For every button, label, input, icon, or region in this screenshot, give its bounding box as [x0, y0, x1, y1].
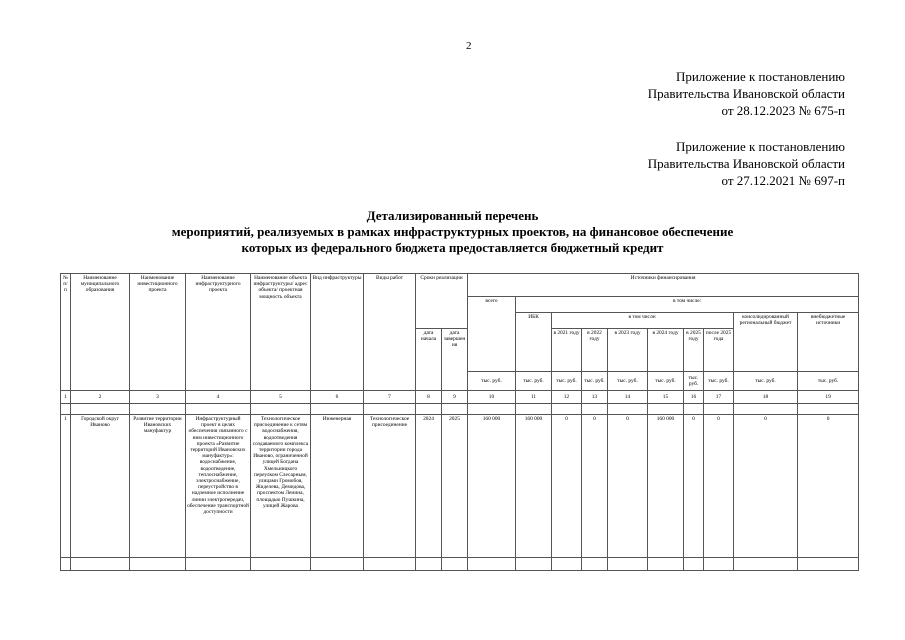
- cell-investment-project: Развитие территории Ивановских мануфактур: [130, 415, 186, 558]
- column-number: 15: [648, 391, 684, 404]
- column-number: 5: [251, 391, 311, 404]
- header-including: в том числе:: [516, 297, 859, 313]
- cell-start: 2024: [416, 415, 442, 558]
- appendix-line: от 27.12.2021 № 697-п: [721, 173, 845, 188]
- column-number: 6: [311, 391, 364, 404]
- unit-after-2025: тыс. руб.: [704, 372, 734, 391]
- unit-2022: тыс. руб.: [582, 372, 608, 391]
- unit-ibk: тыс. руб.: [516, 372, 552, 391]
- column-number: 16: [684, 391, 704, 404]
- header-start: дата начала: [416, 329, 442, 391]
- column-number: 3: [130, 391, 186, 404]
- cell-num: 1: [61, 415, 71, 558]
- cell-2025: 0: [684, 415, 704, 558]
- cell-ibk: 160 000: [516, 415, 552, 558]
- table-row: [61, 415, 859, 558]
- header-infra-type: Вид инфраструктуры: [311, 274, 364, 391]
- header-sources: Источники финансирования: [468, 274, 859, 297]
- unit-total: тыс. руб.: [468, 372, 516, 391]
- column-number: 8: [416, 391, 442, 404]
- header-in-that: в том числе:: [552, 313, 734, 329]
- header-2024: в 2024 году: [648, 329, 684, 372]
- header-2021: в 2021 году: [552, 329, 582, 372]
- header-investment-project: Наименование инвестиционного проекта: [130, 274, 186, 391]
- cell-work-type: Технологическое присоединение: [364, 415, 416, 558]
- header-ibk: ИБК: [516, 313, 552, 372]
- column-number: 9: [442, 391, 468, 404]
- header-terms: Сроки реализации: [416, 274, 468, 329]
- cell-end: 2025: [442, 415, 468, 558]
- column-number: 7: [364, 391, 416, 404]
- header-2025: в 2025 году: [684, 329, 704, 372]
- cell-infra-type: Инженерная: [311, 415, 364, 558]
- header-2022: в 2022 году: [582, 329, 608, 372]
- column-number: 14: [608, 391, 648, 404]
- header-end: дата завершения: [442, 329, 468, 391]
- cell-2022: 0: [582, 415, 608, 558]
- appendix-header-current: [648, 68, 845, 119]
- title-line: мероприятий, реализуемых в рамках инфраструктурных проектов, на финансовое обеспечение: [171, 224, 734, 239]
- appendix-line: от 28.12.2023 № 675-п: [721, 103, 845, 118]
- projects-table: [60, 273, 859, 571]
- unit-2021: тыс. руб.: [552, 372, 582, 391]
- header-work-type: Виды работ: [364, 274, 416, 391]
- title-line: которых из федерального бюджета предоставляется бюджетный кредит: [241, 240, 664, 255]
- column-number: 17: [704, 391, 734, 404]
- cell-extrabudget: 0: [798, 415, 859, 558]
- cell-2021: 0: [552, 415, 582, 558]
- unit-consolidated: тыс. руб.: [734, 372, 798, 391]
- cell-2024: 160 000: [648, 415, 684, 558]
- cell-total: 160 000: [468, 415, 516, 558]
- appendix-header-original: [648, 138, 845, 189]
- unit-2023: тыс. руб.: [608, 372, 648, 391]
- cell-municipality: Городской округ Иваново: [71, 415, 130, 558]
- column-number: 2: [71, 391, 130, 404]
- appendix-line: Правительства Ивановской области: [647, 86, 845, 101]
- column-number: 13: [582, 391, 608, 404]
- header-total: всего: [468, 297, 516, 372]
- appendix-line: Приложение к постановлению: [675, 69, 845, 84]
- unit-2024: тыс. руб.: [648, 372, 684, 391]
- appendix-line: Правительства Ивановской области: [647, 156, 845, 171]
- cell-consolidated: 0: [734, 415, 798, 558]
- cell-infra-project: Инфраструктурный проект в целях обеспечения связанного с ним инвестиционного проекта «Развитие территорий Ивановских мануфактур»: водоснабжение, водоотведение, теплоснабжение, электроснабжение, переустройство в надземное исполнение линии электропередач, обеспечение транспортной доступности: [186, 415, 251, 558]
- header-consolidated: консолидированный региональный бюджет: [734, 313, 798, 372]
- column-number: 18: [734, 391, 798, 404]
- header-infra-project: Наименование инфраструктурного проекта: [186, 274, 251, 391]
- page-number: 2: [466, 40, 472, 52]
- column-number: 19: [798, 391, 859, 404]
- header-after-2025: после 2025 года: [704, 329, 734, 372]
- unit-2025: тыс. руб.: [684, 372, 704, 391]
- column-number: 4: [186, 391, 251, 404]
- unit-extrabudget: тыс. руб.: [798, 372, 859, 391]
- header-extrabudget: внебюджетные источники: [798, 313, 859, 372]
- column-number: 10: [468, 391, 516, 404]
- cell-2023: 0: [608, 415, 648, 558]
- title-line: Детализированный перечень: [366, 208, 539, 223]
- cell-object: Технологическое присоединение к сетям водоснабжения, водоотведения создаваемого комплекса территории города Иваново, ограниченной улицей Богдана Хмельницкого переулком Слесарным, улицами Громобоя, Жиделева, Демидова, проспектом Ленина, площадью Пушкина, улицей Жарова: [251, 415, 311, 558]
- header-municipality: Наименование муниципального образования: [71, 274, 130, 391]
- column-number: 12: [552, 391, 582, 404]
- column-number: 11: [516, 391, 552, 404]
- header-num: № п/п: [61, 274, 71, 391]
- document-title: [100, 208, 805, 256]
- cell-after-2025: 0: [704, 415, 734, 558]
- header-2023: в 2023 году: [608, 329, 648, 372]
- header-object: Наименование объекта инфраструктуры/ адрес объекта/ проектная мощность объекта: [251, 274, 311, 391]
- column-number: 1: [61, 391, 71, 404]
- appendix-line: Приложение к постановлению: [675, 139, 845, 154]
